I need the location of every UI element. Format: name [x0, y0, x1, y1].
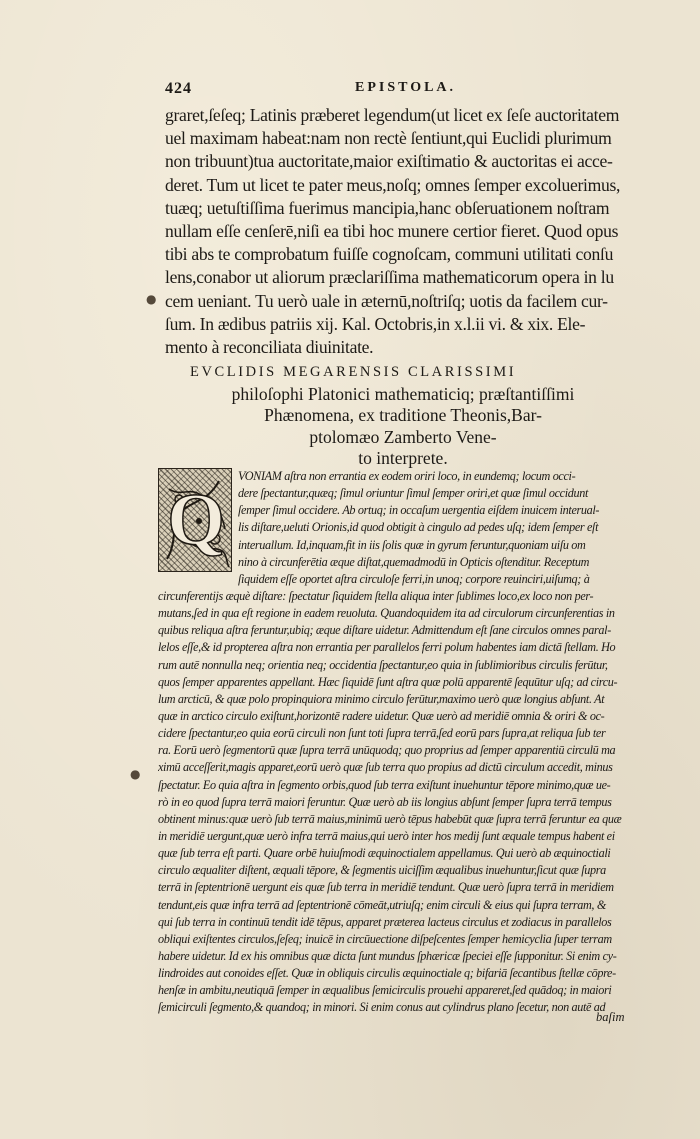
- letter-line: graret,ſeſeq; Latinis præberet legendum(ut licet ex ſeſe auctoritatem: [165, 105, 620, 125]
- body-line: lelos eſſe,& id propterea aſtra non errantia per parallelos ferri polum habentes iam dictā ſtellam. Ho: [158, 640, 616, 655]
- title-line: to interprete.: [358, 448, 448, 469]
- decorated-initial: [158, 468, 232, 572]
- body-line: ſemper ſimul occidere. Ab ortuq; in occaſum uergentia eiſdem inuicem interual-: [238, 503, 600, 518]
- body-line: quæ ſub terra eſt parti. Quare orbē huiuſmodi æquinoctialem appellamus. Qui uerò ab æquinoctiali: [158, 846, 611, 861]
- body-line: mutans,ſed in qua eſt regione in eadem reuoluta. Quandoquidem ita ad circulorum circunferentias in: [158, 606, 615, 621]
- letter-line: ſum. In ædibus patriis xij. Kal. Octobris,in x.l.ii vi. & xix. Ele-: [165, 313, 586, 334]
- body-line: nino à circunferētia æque diſtat,quemadmodū in Opticis oſtenditur. Receptum: [238, 554, 590, 569]
- letter-text: [165, 104, 635, 359]
- running-head: EPISTOLA.: [355, 80, 457, 95]
- letter-line: uel maximam habeat:nam non rectè ſentiunt,qui Euclidi plurimum: [165, 128, 612, 149]
- letter-line: lens,conabor ut aliorum præclariſſima mathematicorum opera in lu: [165, 267, 614, 288]
- body-line: dere ſpectantur,quæq; ſimul oriuntur ſimul ſemper oriri,et quæ ſimul occidunt: [238, 486, 589, 501]
- title-line: Phænomena, ex traditione Theonis,Bar-: [264, 405, 542, 426]
- body-line: quæ in arctico circulo exiſtunt,horizontē radere uidetur. Quæ uerò ad meridiē omnia & oriri & oc-: [158, 708, 605, 723]
- margin-dot-icon: ●: [146, 292, 157, 306]
- body-line: tendunt,eis quæ infra terrā ad ſeptentrionē cōmeāt,utriuſq; enim circuli & eius qui ſupra terram, &: [158, 897, 606, 912]
- body-line: cidere ſpectantur,eo quia eorū circuli non ſunt toti ſupra terrā,ſed eorū pars ſupra,at reliqua ſub ter: [158, 726, 606, 741]
- body-line: circulo æqualiter diſtent, æquali tēpore, & ſegmentis uiciſſim æqualibus inuehuntur,ſicut quæ ſupra: [158, 863, 606, 878]
- body-line: rum autē nonnulla neq; orientia neq; occidentia ſpectantur,eo quia in ſublimioribus circulis ferūtur,: [158, 657, 608, 672]
- body-line: ſemicirculi ſegmento,& quandoq; in minori. Si enim conus aut cylindrus plano ſecetur, non autē ad: [158, 1000, 606, 1015]
- body-line: ximū acceſſerit,magis apparet,eorū uerò quæ ſub terra quo propius ad dictū circulum accedit, minus: [158, 760, 613, 775]
- title-line: ptolomæo Zamberto Vene-: [309, 426, 497, 447]
- letter-line: mento à reconciliata diuinitate.: [165, 336, 374, 357]
- body-line: terrā in ſeptentrionē uergunt eis quæ ſub terra in meridiē tendunt. Quæ uerò ſupra terrā in meridiem: [158, 880, 614, 895]
- letter-line: tibi abs te comprobatum fuiſſe cognoſcam, communi utilitati conſu: [165, 244, 614, 265]
- body-line: rò in eo quod ſupra terrā maiori feruntur. Quæ uerò ab iis longius abſunt ſemper ſupra terrā tempus: [158, 794, 612, 809]
- body-line: interuallum. Id,inquam,fit in iis ſolis quæ in gyrum feruntur,quoniam uiſu om: [238, 537, 586, 552]
- catchword: baſim: [596, 1010, 625, 1024]
- body-line: henſæ in ambitu,neutiquā ſemper in æqualibus ſemicirculis prouehi appareret,ſed quādoq; in maiori: [158, 983, 612, 998]
- letter-line: tuæq; uetuſtiſſima fuerimus mancipia,hanc obſeruationem noſtram: [165, 197, 610, 218]
- body-line: in meridiē uergunt,quæ uerò infra terrā maius,qui uerò inter hos medij ſunt æquale tempus habent ei: [158, 828, 615, 843]
- body-line: ſiquidem eſſe oportet aſtra circuloſe ferri,in unoq; corpore reuinciri,uiſumq; à: [238, 571, 590, 586]
- body-line: circunferentijs æquè diſtare: ſpectatur ſiquidem ſtella aliqua inter ſublimes loco,ex loco non per-: [158, 588, 594, 603]
- section-title: [178, 362, 628, 470]
- letter-line: cem ueniant. Tu uerò uale in æternū,noſtriſq; uotis da facilem cur-: [165, 290, 608, 311]
- body-line: ra. Eorū uerò ſegmentorū quæ ſupra terrā unūquodq; quo proprius ad ſemper apparentiū circulū ma: [158, 743, 616, 758]
- body-line: obtinent minus:quæ uerò ſub terrā maius,minimū uerò tēpus habebūt quæ ſupra terrā feruntur ea quæ: [158, 811, 622, 826]
- title-line: philoſophi Platonici mathematiciq; præſtantiſſimi: [231, 383, 575, 404]
- letter-line: non tribuunt)tua auctoritate,maior exiſtimatio & auctoritas ei acce-: [165, 151, 613, 172]
- body-line: habere uidetur. Id ex his omnibus quæ dicta ſunt mundus ſphæricæ ſpeciei eſſe ſupponitur. Si enim cy-: [158, 948, 617, 963]
- margin-dot-icon: ●: [130, 767, 141, 781]
- body-line: lum arcticū, & quæ polo propinquiora minimo circulo ferūtur,maximo uerò quæ longius abſunt. At: [158, 691, 605, 706]
- letter-line: deret. Tum ut licet te pater meus,noſq; omnes ſemper excoluerimus,: [165, 174, 621, 195]
- page-number: 424: [165, 80, 192, 97]
- drop-cap-letter: Q: [167, 479, 225, 561]
- body-line: lis diſtare,ueluti Orionis,id quod obtigit à cingulo ad pedes uſq; idem ſemper eſt: [238, 520, 599, 535]
- body-text: [158, 468, 648, 1017]
- body-line: ſpectatur. Eo quia aſtra in ſegmento orbis,quod ſub terra exiſtunt inuehuntur tēpore minimo,quæ ue-: [158, 777, 611, 792]
- page-header: [165, 76, 625, 100]
- body-line: lindroides aut conoides eſſet. Quæ in obliquis circulis æquinoctiale q; bifariā ſecantibus ſtellæ cōpre-: [158, 966, 616, 981]
- body-line: quos ſemper apparentes appellant. Hæc ſiquidē ſunt aſtra quæ polū apparentē ſequūtur uſq; ad circu-: [158, 674, 618, 689]
- letter-line: nullam eſſe cenſerē,niſi ea tibi hoc munere certior fieret. Quod opus: [165, 220, 619, 241]
- title-line: EVCLIDIS MEGARENSIS CLARISSIMI: [190, 364, 517, 380]
- body-line: quibus reliqua aſtra feruntur,ubiq; æque diſtare uidetur. Admittendum eſt ſane circulos omnes paral-: [158, 623, 611, 638]
- body-line: obliqui exiſtentes circulos,ſeſeq; inuicē in circūuectione diſpeſcentes ſemper hemicyclia ſuper terram: [158, 931, 612, 946]
- body-line: qui ſub terra in continuū tendit idē tēpus, apparet præterea lacteus circulus et zodiacus in parallelos: [158, 914, 612, 929]
- body-line: VONIAM aſtra non errantia ex eodem oriri loco, in eundemq; locum occi-: [238, 469, 576, 483]
